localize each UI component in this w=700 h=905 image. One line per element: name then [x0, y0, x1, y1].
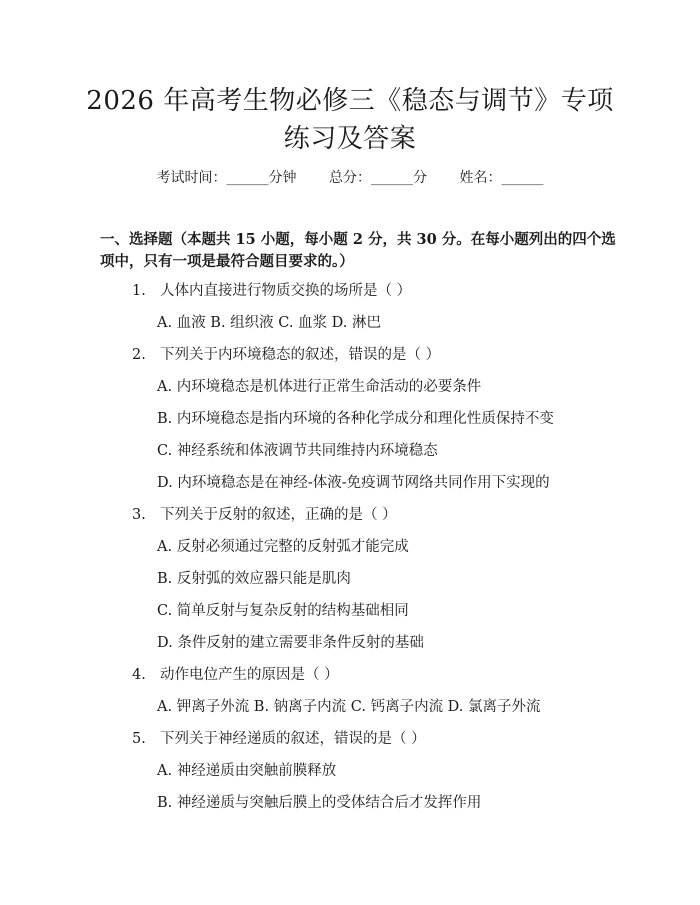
question-2 [132, 345, 440, 365]
question-5-option-b: B. 神经递质与突触后膜上的受体结合后才发挥作用 [157, 795, 482, 811]
exam-name: 姓名：______ [459, 170, 544, 186]
question-3-option-c: C. 简单反射与复杂反射的结构基础相同 [157, 603, 409, 619]
question-number: 1. [132, 283, 146, 299]
question-1-options: A. 血液 B. 组织液 C. 血浆 D. 淋巴 [157, 315, 382, 331]
question-1 [132, 281, 411, 301]
question-3-option-b: B. 反射弧的效应器只能是肌肉 [157, 571, 351, 587]
question-5-option-a: A. 神经递质由突触前膜释放 [157, 763, 337, 779]
exam-time: 考试时间：______分钟 [156, 170, 297, 186]
question-3-option-d: D. 条件反射的建立需要非条件反射的基础 [157, 635, 424, 651]
question-3-option-a: A. 反射必须通过完整的反射弧才能完成 [157, 539, 409, 555]
question-2-option-c: C. 神经系统和体液调节共同维持内环境稳态 [157, 443, 438, 459]
question-text: 动作电位产生的原因是（ ） [160, 667, 339, 683]
question-number: 4. [132, 667, 146, 683]
exam-score: 总分：______分 [329, 170, 427, 186]
document-title-line-1: 2026 年高考生物必修三《稳态与调节》专项 [86, 86, 614, 116]
question-2-option-d: D. 内环境稳态是在神经-体液-免疫调节网络共同作用下实现的 [157, 475, 550, 491]
document-title-line-2: 练习及答案 [283, 124, 417, 154]
question-text: 下列关于内环境稳态的叙述，错误的是（ ） [160, 347, 441, 363]
question-3 [132, 505, 397, 525]
question-4 [132, 665, 339, 685]
question-2-option-b: B. 内环境稳态是指内环境的各种化学成分和理化性质保持不变 [157, 411, 554, 427]
question-text: 下列关于神经递质的叙述，错误的是（ ） [160, 731, 426, 747]
exam-meta [0, 168, 700, 188]
question-text: 人体内直接进行物质交换的场所是（ ） [160, 283, 412, 299]
question-text: 下列关于反射的叙述，正确的是（ ） [160, 507, 397, 523]
question-2-option-a: A. 内环境稳态是机体进行正常生命活动的必要条件 [157, 379, 482, 395]
question-number: 2. [132, 347, 146, 363]
question-number: 3. [132, 507, 146, 523]
question-4-options: A. 钾离子外流 B. 钠离子内流 C. 钙离子内流 D. 氯离子外流 [157, 699, 541, 715]
question-number: 5. [132, 731, 146, 747]
section-heading: 一、选择题（本题共 15 小题，每小题 2 分，共 30 分。在每小题列出的四个选项中，只有一项是最符合题目要求的。） [100, 231, 616, 270]
question-5 [132, 729, 426, 749]
